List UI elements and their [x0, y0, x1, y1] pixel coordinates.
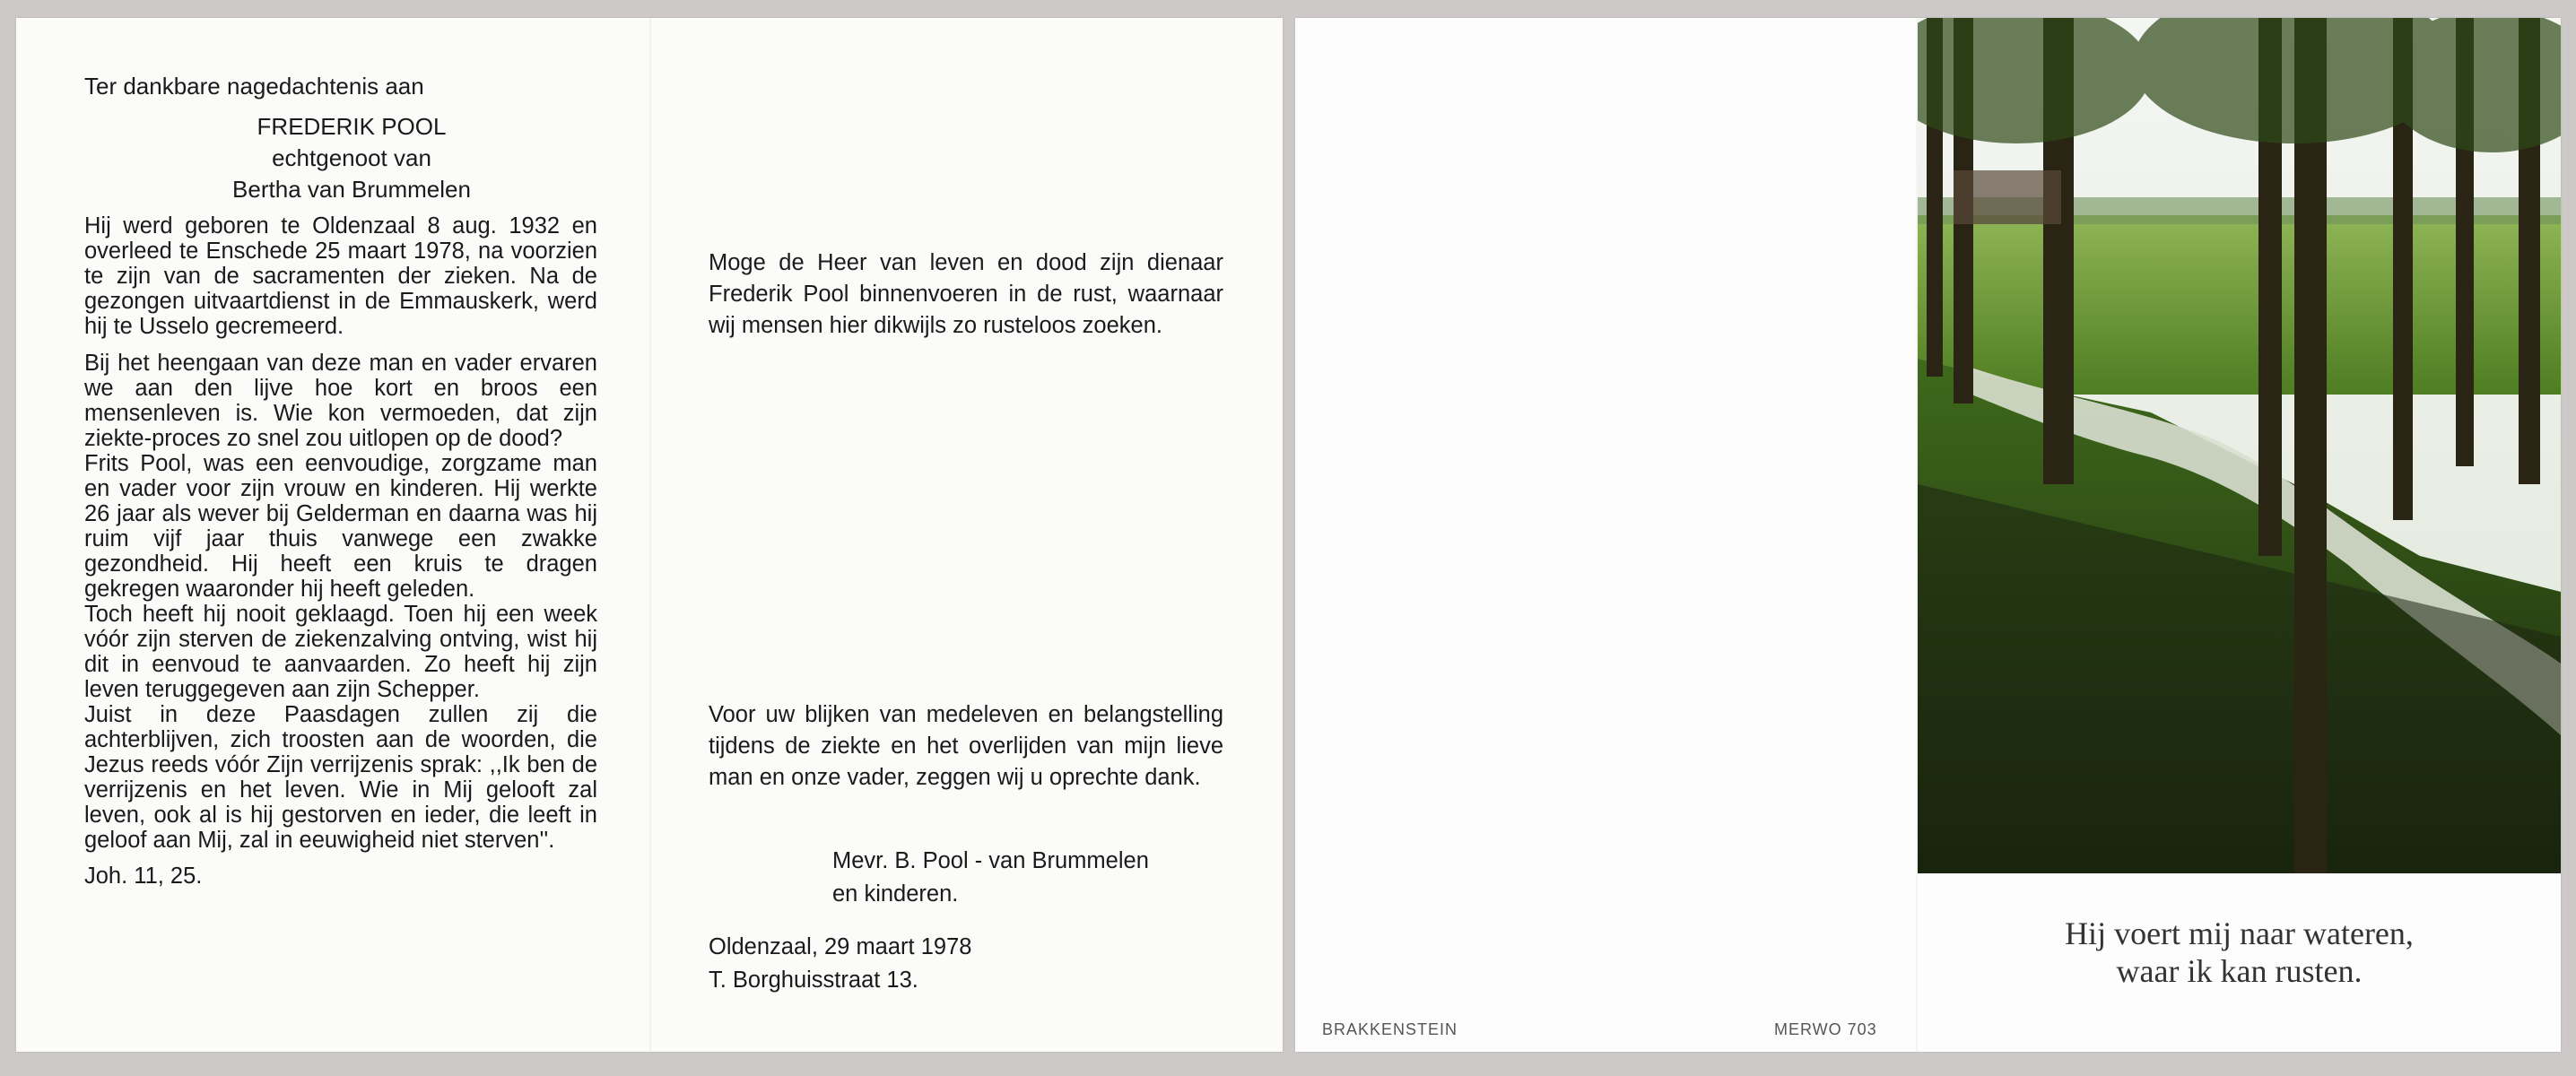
bio-paragraph: Toch heeft hij nooit geklaagd. Toen hij een week vóór zijn sterven de ziekenzalving ontving, wist hij dit in eenvoud te aanvaarden. Zo heeft hij zijn leven teruggegeven aan zijn Schepper. [84, 602, 597, 702]
spouse-name: Bertha van Brummelen [232, 176, 471, 203]
memorial-card-outside [1295, 18, 2561, 1052]
bio-paragraph: Juist in deze Paasdagen zullen zij die achterblijven, zich troosten aan de woorden, die Jezus reeds vóór Zijn verrijzenis sprak: ,,Ik ben de verrijzenis en het leven. Wie in Mij gelooft zal leven, ook al is hij gestorven en ieder, die leeft in geloof aan Mij, zal in eeuwigheid niet sterven''. [84, 702, 597, 853]
biography [84, 213, 597, 889]
relation-text: echtgenoot van [272, 144, 431, 171]
landscape-photo-icon [1918, 18, 2561, 873]
signature-block [832, 845, 1227, 911]
caption-line: Hij voert mij naar wateren, [2065, 915, 2414, 951]
thanks-text: Voor uw blijken van medeleven en belangstelling tijdens de ziekte en het overlijden van mijn lieve man en onze vader, zeggen wij u oprechte dank. [709, 702, 1223, 790]
bio-paragraph: Frits Pool, was een eenvoudige, zorgzame man en vader voor zijn vrouw en kinderen. Hij werkte 26 jaar als wever bij Gelderman en daarna was hij ruim vijf jaar thuis vanwege een zwakke gezondheid. Hij heeft een kruis te dragen gekregen waaronder hij heeft geleden. [84, 451, 597, 602]
bio-paragraph: Hij werd geboren te Oldenzaal 8 aug. 1932 en overleed te Enschede 25 maart 1978, na voorzien te zijn van de sacramenten der zieken. Na de gezongen uitvaartdienst in de Emmauskerk, werd hij te Usselo gecremeerd. [84, 213, 597, 339]
bio-paragraph: Bij het heengaan van deze man en vader ervaren we aan den lijve hoe kort en broos een mensenleven is. Wie kon vermoeden, dat zijn ziekte-proces zo snel zou uitlopen op de dood? [84, 351, 597, 451]
name-block [84, 111, 619, 205]
place-date: Oldenzaal, 29 maart 1978 [709, 934, 972, 959]
memorial-card-inside [16, 18, 1283, 1052]
scripture-reference: Joh. 11, 25. [84, 863, 203, 889]
card-fold-line [649, 18, 651, 1052]
dedication-intro: Ter dankbare nagedachtenis aan [84, 73, 424, 100]
signature-name: Mevr. B. Pool - van Brummelen [832, 848, 1149, 873]
publisher-label: BRAKKENSTEIN [1322, 1020, 1458, 1038]
signature-family: en kinderen. [832, 881, 959, 907]
caption [1918, 915, 2561, 990]
model-number: MERWO 703 [1774, 1020, 1877, 1038]
street-address: T. Borghuisstraat 13. [709, 968, 918, 993]
address-block [709, 931, 1157, 997]
prayer-text: Moge de Heer van leven en dood zijn dienaar Frederik Pool binnenvoeren in de rust, waarnaar wij mensen hier dikwijls zo rusteloos zoeken. [709, 250, 1223, 338]
deceased-name: FREDERIK POOL [257, 113, 447, 140]
caption-line: waar ik kan rusten. [2116, 953, 2363, 989]
